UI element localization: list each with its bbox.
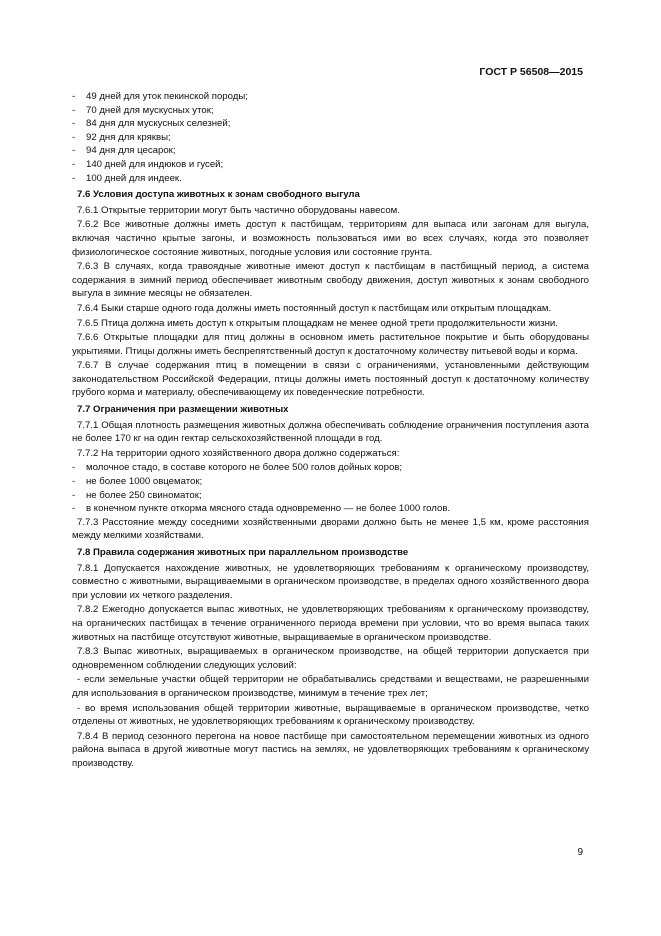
farm-limits-list (72, 461, 589, 515)
list-item: - 100 дней для индеек. (72, 172, 182, 184)
page-number: 9 (577, 847, 583, 859)
condition-1: - если земельные участки общей территории не обрабатывались средствами и веществами, не разрешенными для использования в органическом производстве, минимум в течение трех лет; (72, 674, 589, 699)
list-item: - молочное стадо, в составе которого не более 500 голов дойных коров; (72, 462, 403, 474)
list-item: - 92 дня для кряквы; (72, 131, 171, 143)
paragraph-7-7-2: 7.7.2 На территории одного хозяйственного двора должно содержаться: (77, 447, 400, 459)
paragraph-7-8-4: 7.8.4 В период сезонного перегона на новое пастбище при самостоятельном перемещении животных из одного района выпаса в другой животные могут пастись на землях, не удовлетворяющих требованиям к органическому производству. (72, 730, 589, 769)
section-title-7-7: 7.7 Ограничения при размещении животных (77, 404, 289, 416)
paragraph-7-6-6: 7.6.6 Открытые площадки для птиц должны в основном иметь растительное покрытие и быть оборудованы укрытиями. Птицы должны иметь беспрепятственный доступ к достаточному количеству питьевой воды и корма. (72, 332, 589, 357)
paragraph-7-8-1: 7.8.1 Допускается нахождение животных, не удовлетворяющих требованиям к органическому производству, совместно с животными, выращиваемыми в органическом производстве, в пределах одного хозяйственного двора при условии их четкого разделения. (72, 562, 589, 601)
duration-list (72, 90, 589, 185)
paragraph-7-6-4: 7.6.4 Быки старше одного года должны иметь постоянный доступ к пастбищам или открытым площадкам. (77, 302, 552, 314)
doc-code: ГОСТ Р 56508—2015 (479, 66, 583, 78)
paragraph-7-7-3: 7.7.3 Расстояние между соседними хозяйственными дворами должно быть не менее 1,5 км, кроме расстояния между мелкими хозяйствами. (72, 516, 589, 542)
list-item: - 94 дня для цесарок; (72, 145, 176, 157)
section-title-7-6: 7.6 Условия доступа животных к зонам свободного выгула (77, 189, 360, 201)
paragraph-7-6-5: 7.6.5 Птица должна иметь доступ к открытым площадкам не менее одной трети продолжительности жизни. (77, 317, 558, 329)
paragraph-7-6-3: 7.6.3 В случаях, когда травоядные животные имеют доступ к пастбищам в пастбищный период, а система содержания в зимний период обеспечивает животным свободу движения, доступ животных к зонам свободного выгула в зимние месяцы не обязателен. (72, 261, 589, 300)
paragraph-7-6-1: 7.6.1 Открытые территории могут быть частично оборудованы навесом. (77, 204, 400, 216)
paragraph-7-6-2: 7.6.2 Все животные должны иметь доступ к пастбищам, территориям для выпаса или загонам для выгула, включая частично крытые загоны, и возможность пользоваться ими во всех случаях, когда это позволяет физиологическое состояние животных, погодные условия или состояние грунта. (72, 219, 589, 258)
paragraph-7-8-3: 7.8.3 Выпас животных, выращиваемых в органическом производстве, на общей территории допускается при одновременном соблюдении следующих условий: (72, 646, 589, 671)
list-item: - в конечном пункте откорма мясного стада одновременно — не более 1000 голов. (72, 503, 451, 515)
list-item: - не более 1000 овцематок; (72, 476, 203, 488)
list-item: - 70 дней для мускусных уток; (72, 104, 214, 116)
list-item: - 140 дней для индюков и гусей; (72, 158, 224, 170)
paragraph-7-6-7: 7.6.7 В случае содержания птиц в помещении в связи с ограничениями, установленными действующим законодательством Российской Федерации, птицы должны иметь постоянный доступ к достаточному количеству грубого корма и материалу, обеспечивающему их поведенческие потребности. (72, 360, 589, 399)
section-title-7-8: 7.8 Правила содержания животных при параллельном производстве (77, 547, 409, 558)
paragraph-7-8-2: 7.8.2 Ежегодно допускается выпас животных, не удовлетворяющих требованиям к органическому производству, на органических пастбищах в течение ограниченного периода времени при условии, что во время выпаса таких животных на пастбище отсутствуют животные, выращиваемые в органическом производстве. (72, 604, 589, 643)
condition-2: - во время использования общей территории животные, выращиваемые в органическом производстве, четко отделены от животных, не удовлетворяющих требованиям к органическому производству. (72, 702, 589, 728)
list-item: - не более 250 свиноматок; (72, 489, 202, 501)
list-item: - 84 дня для мускусных селезней; (72, 118, 231, 130)
paragraph-7-7-1: 7.7.1 Общая плотность размещения животных должна обеспечивать соблюдение ограничения поступления азота не более 170 кг на один гектар сельскохозяйственной площади в год. (72, 419, 589, 445)
list-item: - 49 дней для уток пекинской породы; (72, 91, 248, 102)
